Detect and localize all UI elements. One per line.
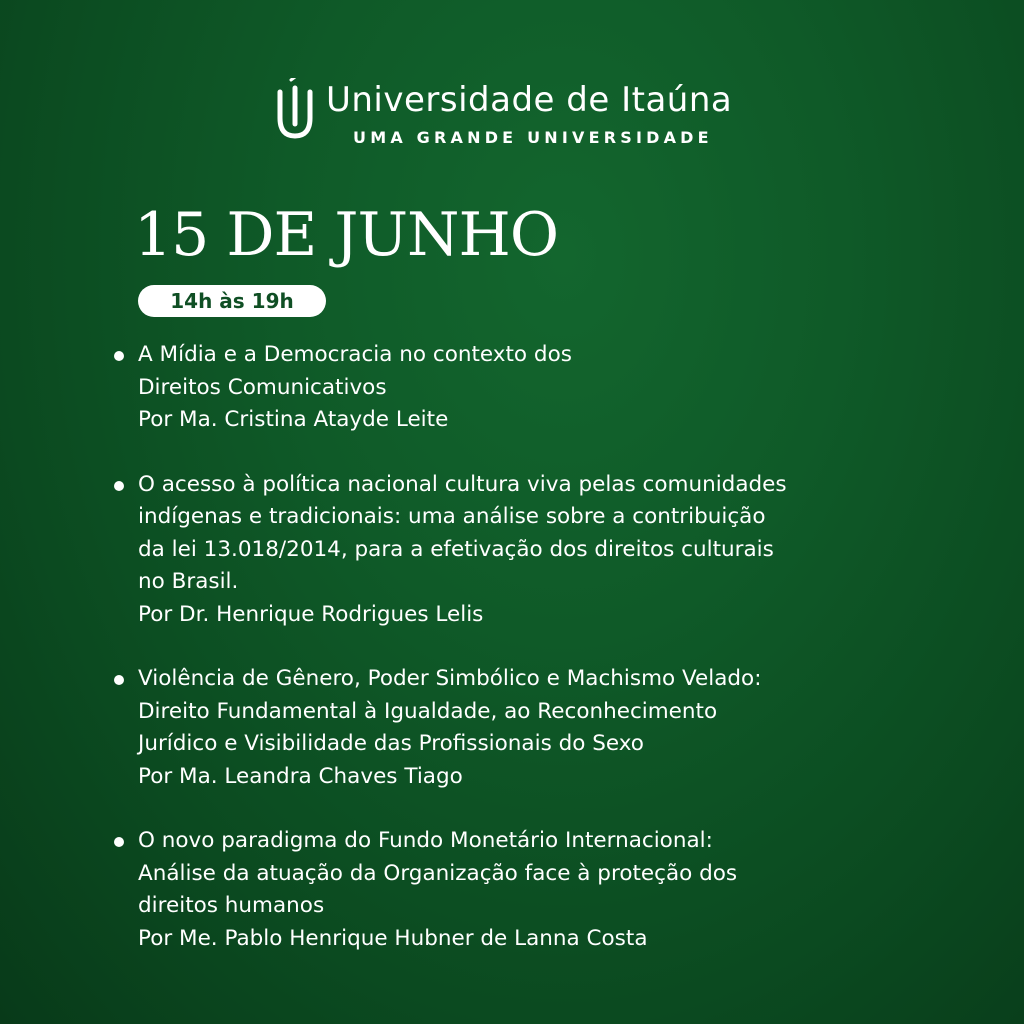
bullet-icon [114, 351, 124, 361]
universidade-itauna-logo-icon [276, 78, 314, 140]
talk-title-line: O novo paradigma do Fundo Monetário Internacional: [138, 828, 713, 853]
header [274, 70, 774, 150]
talk-title-line: O acesso à política nacional cultura viva pelas comunidades [138, 471, 787, 497]
talk-title-line: Análise da atuação da Organização face à proteção dos [138, 860, 738, 886]
event-time-badge: 14h às 19h [138, 285, 326, 317]
talk-speaker: Por Me. Pablo Henrique Hubner de Lanna Costa [138, 925, 648, 951]
talk-item [112, 339, 992, 437]
bullet-icon [114, 675, 124, 685]
talk-title-line: Violência de Gênero, Poder Simbólico e Machismo Velado: [138, 666, 762, 691]
talk-title-line: Direito Fundamental à Igualdade, ao Reconhecimento [138, 698, 718, 724]
talk-speaker: Por Dr. Henrique Rodrigues Lelis [138, 601, 484, 627]
talk-item [112, 825, 992, 955]
talk-title-line: Direitos Comunicativos [138, 374, 387, 400]
talk-title-line: no Brasil. [138, 569, 239, 594]
brand-name: Universidade de Itaúna [326, 80, 733, 120]
talk-title-line: direitos humanos [138, 893, 325, 918]
bullet-icon [114, 837, 124, 847]
talk-speaker: Por Ma. Cristina Atayde Leite [138, 407, 449, 432]
bullet-icon [114, 481, 124, 491]
talk-title-line: Jurídico e Visibilidade das Profissionais do Sexo [138, 731, 644, 756]
talk-item [112, 469, 992, 632]
talk-title-line: indígenas e tradicionais: uma análise sobre a contribuição [138, 504, 766, 529]
talk-speaker: Por Ma. Leandra Chaves Tiago [138, 763, 463, 789]
talk-item [112, 663, 992, 793]
talk-list [112, 339, 992, 987]
talk-title-line: A Mídia e a Democracia no contexto dos [138, 342, 572, 367]
brand-tagline: UMA GRANDE UNIVERSIDADE [353, 128, 713, 147]
event-date: 15 DE JUNHO [134, 200, 559, 270]
talk-title-line: da lei 13.018/2014, para a efetivação dos direitos culturais [138, 536, 774, 562]
